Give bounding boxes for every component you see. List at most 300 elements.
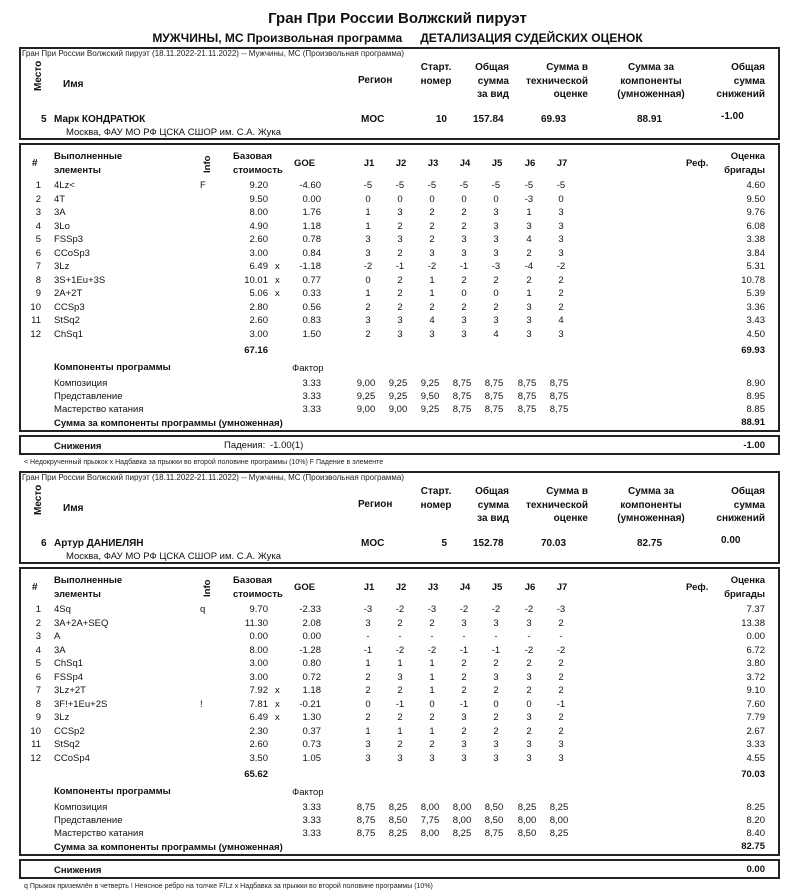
place-header: Место [33, 60, 44, 91]
judge-component-mark: 8,75 [484, 391, 504, 402]
judge-goe: 1 [429, 658, 435, 669]
judge-header: J4 [459, 158, 471, 169]
judge-goe: 3 [461, 752, 467, 764]
judge-goe: 0 [493, 193, 499, 205]
element-panel-score: 3.33 [746, 739, 765, 750]
judge-goe: 2 [461, 220, 467, 232]
element-row [21, 329, 778, 342]
judge-goe: 2 [429, 617, 435, 629]
element-number: 9 [35, 712, 41, 723]
element-number: 2 [35, 617, 41, 629]
judge-goe: 0 [429, 698, 435, 710]
judge-goe: 3 [526, 671, 532, 683]
judge-goe: - [366, 631, 370, 642]
tes-header: Сумма в технической оценке [525, 62, 588, 100]
judge-goe: -1 [491, 644, 501, 656]
element-row [21, 302, 778, 315]
element-panel-score: 3.38 [746, 234, 765, 245]
judge-goe: 3 [493, 617, 499, 629]
judge-component-mark: 8,25 [452, 828, 472, 839]
judge-goe: 0 [365, 274, 371, 286]
judge-goe: 3 [493, 752, 499, 764]
base-value-header: Базовая стоимость [233, 151, 283, 176]
judge-component-mark: 9,25 [420, 378, 440, 389]
skater-tes: 69.93 [541, 114, 567, 125]
element-base-value: 11.30 [244, 617, 268, 629]
judge-goe: 3 [526, 328, 532, 340]
element-panel-score: 9.50 [746, 193, 765, 205]
element-base-value: 8.00 [249, 644, 268, 656]
element-panel-score: 3.36 [746, 301, 765, 313]
element-panel-score: 10.78 [741, 274, 765, 286]
judge-component-mark: 8,75 [452, 404, 472, 415]
judge-goe: 2 [397, 247, 403, 259]
element-number: 5 [35, 234, 41, 245]
judge-goe: 3 [526, 712, 532, 723]
element-base-value: 6.49 [249, 261, 268, 272]
element-code: 3A [54, 207, 66, 218]
judge-component-mark: 8,75 [549, 391, 569, 402]
element-goe: 0.72 [302, 671, 321, 683]
element-goe: 1.18 [302, 220, 321, 232]
element-panel-score: 9.76 [746, 207, 765, 218]
judge-goe: 3 [397, 328, 403, 340]
name-header: Имя [63, 79, 84, 90]
judge-goe: -2 [524, 644, 534, 656]
factor-header: Фактор [292, 787, 324, 798]
skater-total: 152.78 [473, 538, 504, 549]
skater-pcs: 82.75 [637, 538, 663, 549]
judge-goe: 0 [526, 698, 532, 710]
element-number: 1 [35, 180, 41, 191]
judge-goe: 2 [493, 274, 499, 286]
judge-goe: 4 [493, 328, 499, 340]
element-row [21, 288, 778, 301]
element-row [21, 604, 778, 617]
judge-component-mark: 8,50 [388, 815, 408, 826]
element-base-value: 9.20 [249, 180, 268, 191]
judge-goe: 2 [558, 288, 564, 299]
element-goe: -2.33 [299, 604, 321, 615]
judge-goe: 1 [365, 658, 371, 669]
element-panel-score: 9.10 [746, 685, 765, 696]
element-code: 2A+2T [54, 288, 83, 299]
judge-goe: 3 [526, 752, 532, 764]
judge-goe: 2 [461, 671, 467, 683]
element-panel-score: 3.80 [746, 658, 765, 669]
skater-place: 5 [41, 114, 47, 125]
component-row [21, 391, 778, 404]
judge-goe: 2 [461, 658, 467, 669]
element-code: 3A [54, 644, 66, 656]
element-number: 1 [35, 604, 41, 615]
judge-goe: 2 [558, 301, 564, 313]
judge-goe: 3 [429, 328, 435, 340]
tes-total: 70.03 [741, 769, 765, 780]
element-goe: 0.73 [302, 739, 321, 750]
judge-goe: 2 [397, 220, 403, 232]
judge-goe: 2 [429, 712, 435, 723]
skater-start-no: 10 [435, 114, 447, 125]
judge-goe: - [398, 631, 402, 642]
element-panel-score: 7.37 [746, 604, 765, 615]
judge-goe: 2 [493, 712, 499, 723]
element-number: 8 [35, 274, 41, 286]
judge-goe: -4 [524, 261, 534, 272]
deductions-label: Снижения [54, 441, 102, 452]
judge-goe: - [527, 631, 531, 642]
components-total-label: Сумма за компоненты программы (умноженная) [54, 418, 283, 429]
judge-header: J2 [395, 582, 407, 593]
element-base-value: 7.81 [249, 698, 268, 710]
judge-component-mark: 8,50 [517, 828, 537, 839]
element-panel-score: 5.31 [746, 261, 765, 272]
element-bonus-mark: x [275, 288, 280, 299]
judge-goe: -2 [491, 604, 501, 615]
referee-header: Реф. [686, 582, 709, 593]
judge-goe: 0 [558, 193, 564, 205]
judge-goe: 0 [493, 288, 499, 299]
element-code: CCSp2 [54, 725, 85, 737]
judge-goe: 3 [558, 207, 564, 218]
components-header: Компоненты программы [54, 362, 171, 373]
judge-goe: 2 [558, 658, 564, 669]
element-code: 3Lo [54, 220, 70, 232]
judge-goe: 2 [558, 725, 564, 737]
element-base-value: 2.60 [249, 739, 268, 750]
element-code: 4Lz< [54, 180, 75, 191]
skater-place: 6 [41, 538, 47, 549]
judge-component-mark: 8,75 [549, 378, 569, 389]
judge-component-mark: 8,75 [452, 378, 472, 389]
judge-goe: 3 [558, 328, 564, 340]
element-number: 7 [35, 261, 41, 272]
element-panel-score: 3.43 [746, 315, 765, 326]
element-goe: -0.21 [299, 698, 321, 710]
judge-header: J3 [427, 158, 439, 169]
skater-deductions: 0.00 [721, 535, 741, 546]
judge-goe: -5 [363, 180, 373, 191]
judge-goe: 3 [461, 234, 467, 245]
element-base-value: 2.60 [249, 315, 268, 326]
component-name: Представление [54, 815, 123, 826]
judge-goe: -2 [363, 261, 373, 272]
judge-header: J5 [491, 158, 503, 169]
event-caption: Гран При России Волжский пируэт (18.11.2022-21.11.2022) -- Мужчины, МС (Произвольная программа) [22, 49, 405, 58]
judge-goe: 3 [461, 617, 467, 629]
element-row [21, 726, 778, 739]
deductions-total: -1.00 [743, 440, 765, 451]
judge-goe: -1 [459, 261, 469, 272]
element-base-value: 5.06 [249, 288, 268, 299]
element-goe: 1.50 [302, 328, 321, 340]
element-info: F [200, 180, 206, 191]
judge-goe: 2 [397, 739, 403, 750]
element-row [21, 261, 778, 274]
judge-goe: 3 [493, 207, 499, 218]
judge-component-mark: 8,75 [484, 828, 504, 839]
judge-goe: 2 [558, 671, 564, 683]
skater-header-box [19, 471, 780, 564]
judge-component-mark: 8,75 [484, 378, 504, 389]
panel-score-header: Оценка бригады [724, 575, 765, 600]
name-header: Имя [63, 503, 84, 514]
element-row [21, 248, 778, 261]
judge-goe: 0 [461, 193, 467, 205]
element-code: 3F!+1Eu+2S [54, 698, 108, 710]
element-row [21, 685, 778, 698]
element-code: CCoSp4 [54, 752, 90, 764]
total-header: Общая сумма за вид [475, 486, 509, 524]
panel-score-header: Оценка бригады [724, 151, 765, 176]
component-factor: 3.33 [302, 404, 321, 415]
element-row [21, 234, 778, 247]
element-code: ChSq1 [54, 658, 84, 669]
judge-goe: 2 [558, 617, 564, 629]
judge-goe: 0 [493, 698, 499, 710]
component-panel-score: 8.85 [746, 404, 765, 415]
judge-header: J2 [395, 158, 407, 169]
place-header: Место [33, 484, 44, 515]
judge-component-mark: 7,75 [420, 815, 440, 826]
skater-total: 157.84 [473, 114, 504, 125]
component-factor: 3.33 [302, 802, 321, 813]
judge-component-mark: 9,00 [356, 404, 376, 415]
element-number: 10 [30, 301, 41, 313]
judge-goe: 2 [526, 658, 532, 669]
judge-goe: 3 [493, 220, 499, 232]
element-number: 3 [35, 631, 41, 642]
pcs-total: 88.91 [741, 417, 765, 428]
element-code: 4T [54, 193, 66, 205]
components-total-label: Сумма за компоненты программы (умноженная) [54, 842, 283, 853]
judge-goe: - [430, 631, 434, 642]
element-panel-score: 5.39 [746, 288, 765, 299]
judge-goe: 2 [461, 725, 467, 737]
element-row [21, 315, 778, 328]
element-number: 4 [35, 644, 41, 656]
element-code: 4Sq [54, 604, 71, 615]
element-base-value: 3.50 [249, 752, 268, 764]
judge-goe: 2 [397, 685, 403, 696]
element-code: 3S+1Eu+3S [54, 274, 106, 286]
element-row [21, 672, 778, 685]
judge-goe: -1 [363, 644, 373, 656]
judge-goe: 2 [429, 220, 435, 232]
component-panel-score: 8.90 [746, 378, 765, 389]
element-goe: 0.33 [302, 288, 321, 299]
element-base-value: 6.49 [249, 712, 268, 723]
element-base-value: 10.01 [244, 274, 268, 286]
tes-header: Сумма в технической оценке [525, 486, 588, 524]
judge-goe: 2 [493, 725, 499, 737]
element-number: 5 [35, 658, 41, 669]
judge-component-mark: 8,00 [549, 815, 569, 826]
element-code: A [54, 631, 61, 642]
pcs-total: 82.75 [741, 841, 765, 852]
element-panel-score: 6.72 [746, 644, 765, 656]
judge-goe: -5 [491, 180, 501, 191]
element-goe: 0.80 [302, 658, 321, 669]
element-row [21, 712, 778, 725]
element-code: FSSp4 [54, 671, 84, 683]
judge-goe: 2 [365, 301, 371, 313]
element-bonus-mark: x [275, 698, 280, 710]
element-row [21, 194, 778, 207]
component-row [21, 802, 778, 815]
judge-goe: 1 [429, 671, 435, 683]
judge-goe: 3 [526, 220, 532, 232]
base-value-header: Базовая стоимость [233, 575, 283, 600]
judge-goe: 3 [365, 752, 371, 764]
judge-component-mark: 8,00 [517, 815, 537, 826]
element-base-value: 3.00 [249, 328, 268, 340]
judge-goe: 1 [429, 685, 435, 696]
element-bonus-mark: x [275, 685, 280, 696]
judge-goe: 2 [526, 274, 532, 286]
judge-header: J6 [524, 158, 536, 169]
skater-club: Москва, ФАУ МО РФ ЦСКА СШОР им. С.А. Жука [66, 127, 281, 138]
judge-goe: 3 [365, 315, 371, 326]
judge-goe: 3 [397, 752, 403, 764]
judge-goe: 3 [526, 739, 532, 750]
element-goe: 1.05 [302, 752, 321, 764]
judge-header: J5 [491, 582, 503, 593]
element-number: 4 [35, 220, 41, 232]
judge-component-mark: 9,00 [356, 378, 376, 389]
judge-goe: 2 [429, 301, 435, 313]
judge-goe: 2 [526, 725, 532, 737]
judge-goe: -2 [395, 644, 405, 656]
element-number: 6 [35, 671, 41, 683]
judge-goe: 2 [526, 685, 532, 696]
judge-goe: 3 [461, 712, 467, 723]
element-code: 3Lz [54, 712, 70, 723]
judge-goe: 2 [493, 658, 499, 669]
judge-component-mark: 9,00 [388, 404, 408, 415]
element-number: 9 [35, 288, 41, 299]
element-goe: -4.60 [299, 180, 321, 191]
element-goe: 2.08 [302, 617, 321, 629]
element-number: 11 [31, 315, 41, 326]
judge-goe: 1 [397, 725, 403, 737]
judge-component-mark: 8,50 [484, 815, 504, 826]
component-name: Мастерство катания [54, 404, 144, 415]
component-name: Мастерство катания [54, 828, 144, 839]
element-goe: 0.84 [302, 247, 321, 259]
judge-component-mark: 9,50 [420, 391, 440, 402]
element-row [21, 221, 778, 234]
element-row [21, 699, 778, 712]
judge-header: J7 [556, 158, 568, 169]
judge-goe: 2 [558, 685, 564, 696]
judge-goe: 3 [558, 234, 564, 245]
element-row [21, 180, 778, 193]
goe-header: GOE [294, 582, 316, 593]
scores-box [19, 143, 780, 432]
component-row [21, 815, 778, 828]
element-row [21, 618, 778, 631]
judge-goe: -3 [556, 604, 566, 615]
judge-goe: 2 [461, 685, 467, 696]
judge-component-mark: 8,75 [356, 815, 376, 826]
element-code: 3Lz [54, 261, 70, 272]
element-base-value: 0.00 [249, 631, 268, 642]
component-factor: 3.33 [302, 391, 321, 402]
judge-goe: - [494, 631, 498, 642]
component-row [21, 404, 778, 417]
components-header: Компоненты программы [54, 786, 171, 797]
element-goe: -1.28 [299, 644, 321, 656]
judge-goe: 2 [526, 247, 532, 259]
start-no-header: Старт. номер [420, 486, 452, 511]
judge-goe: 3 [461, 247, 467, 259]
judge-goe: -1 [395, 261, 405, 272]
element-row [21, 275, 778, 288]
judge-component-mark: 8,25 [388, 828, 408, 839]
legend: q Прыжок приземлён в четверть ! Неясное ребро на толчке F/Lz x Надбавка за прыжки во второй половине программы (10%) [24, 883, 433, 890]
judge-goe: 3 [397, 315, 403, 326]
judge-component-mark: 8,75 [452, 391, 472, 402]
skater-club: Москва, ФАУ МО РФ ЦСКА СШОР им. С.А. Жука [66, 551, 281, 562]
judge-goe: 1 [397, 658, 403, 669]
judge-goe: 3 [558, 739, 564, 750]
judge-goe: -1 [395, 698, 405, 710]
judge-goe: -3 [427, 604, 437, 615]
element-info: ! [200, 698, 203, 710]
skater-name: Артур ДАНИЕЛЯН [54, 538, 144, 549]
judge-goe: 3 [493, 739, 499, 750]
judge-component-mark: 8,25 [549, 802, 569, 813]
judge-goe: -2 [395, 604, 405, 615]
judge-goe: 0 [365, 193, 371, 205]
judge-component-mark: 8,75 [356, 802, 376, 813]
element-base-value: 8.00 [249, 207, 268, 218]
judge-goe: 2 [493, 685, 499, 696]
judge-component-mark: 8,25 [549, 828, 569, 839]
element-code: ChSq1 [54, 328, 84, 340]
element-number: 12 [30, 328, 41, 340]
skater-start-no: 5 [441, 538, 447, 549]
judge-goe: 3 [493, 247, 499, 259]
element-goe: 1.30 [302, 712, 321, 723]
element-base-value: 9.50 [249, 193, 268, 205]
judge-component-mark: 8,00 [420, 802, 440, 813]
falls-label: Падения: [224, 440, 266, 451]
judge-goe: 2 [429, 207, 435, 218]
judge-goe: 3 [365, 234, 371, 245]
judge-goe: 3 [461, 315, 467, 326]
region-header: Регион [358, 75, 393, 86]
deductions-total: 0.00 [746, 864, 765, 875]
component-factor: 3.33 [302, 378, 321, 389]
element-panel-score: 4.50 [746, 328, 765, 340]
judge-goe: -5 [524, 180, 534, 191]
judge-goe: 2 [397, 301, 403, 313]
element-goe: 0.56 [302, 301, 321, 313]
referee-header: Реф. [686, 158, 709, 169]
judge-goe: 1 [526, 207, 532, 218]
deductions-box [19, 859, 780, 879]
judge-goe: -2 [556, 261, 566, 272]
element-panel-score: 3.84 [746, 247, 765, 259]
judge-goe: 2 [461, 274, 467, 286]
deductions-box [19, 435, 780, 455]
element-number: 2 [35, 193, 41, 205]
judge-goe: -1 [556, 698, 566, 710]
element-code: CCoSp3 [54, 247, 90, 259]
element-code: 3A+2A+SEQ [54, 617, 109, 629]
